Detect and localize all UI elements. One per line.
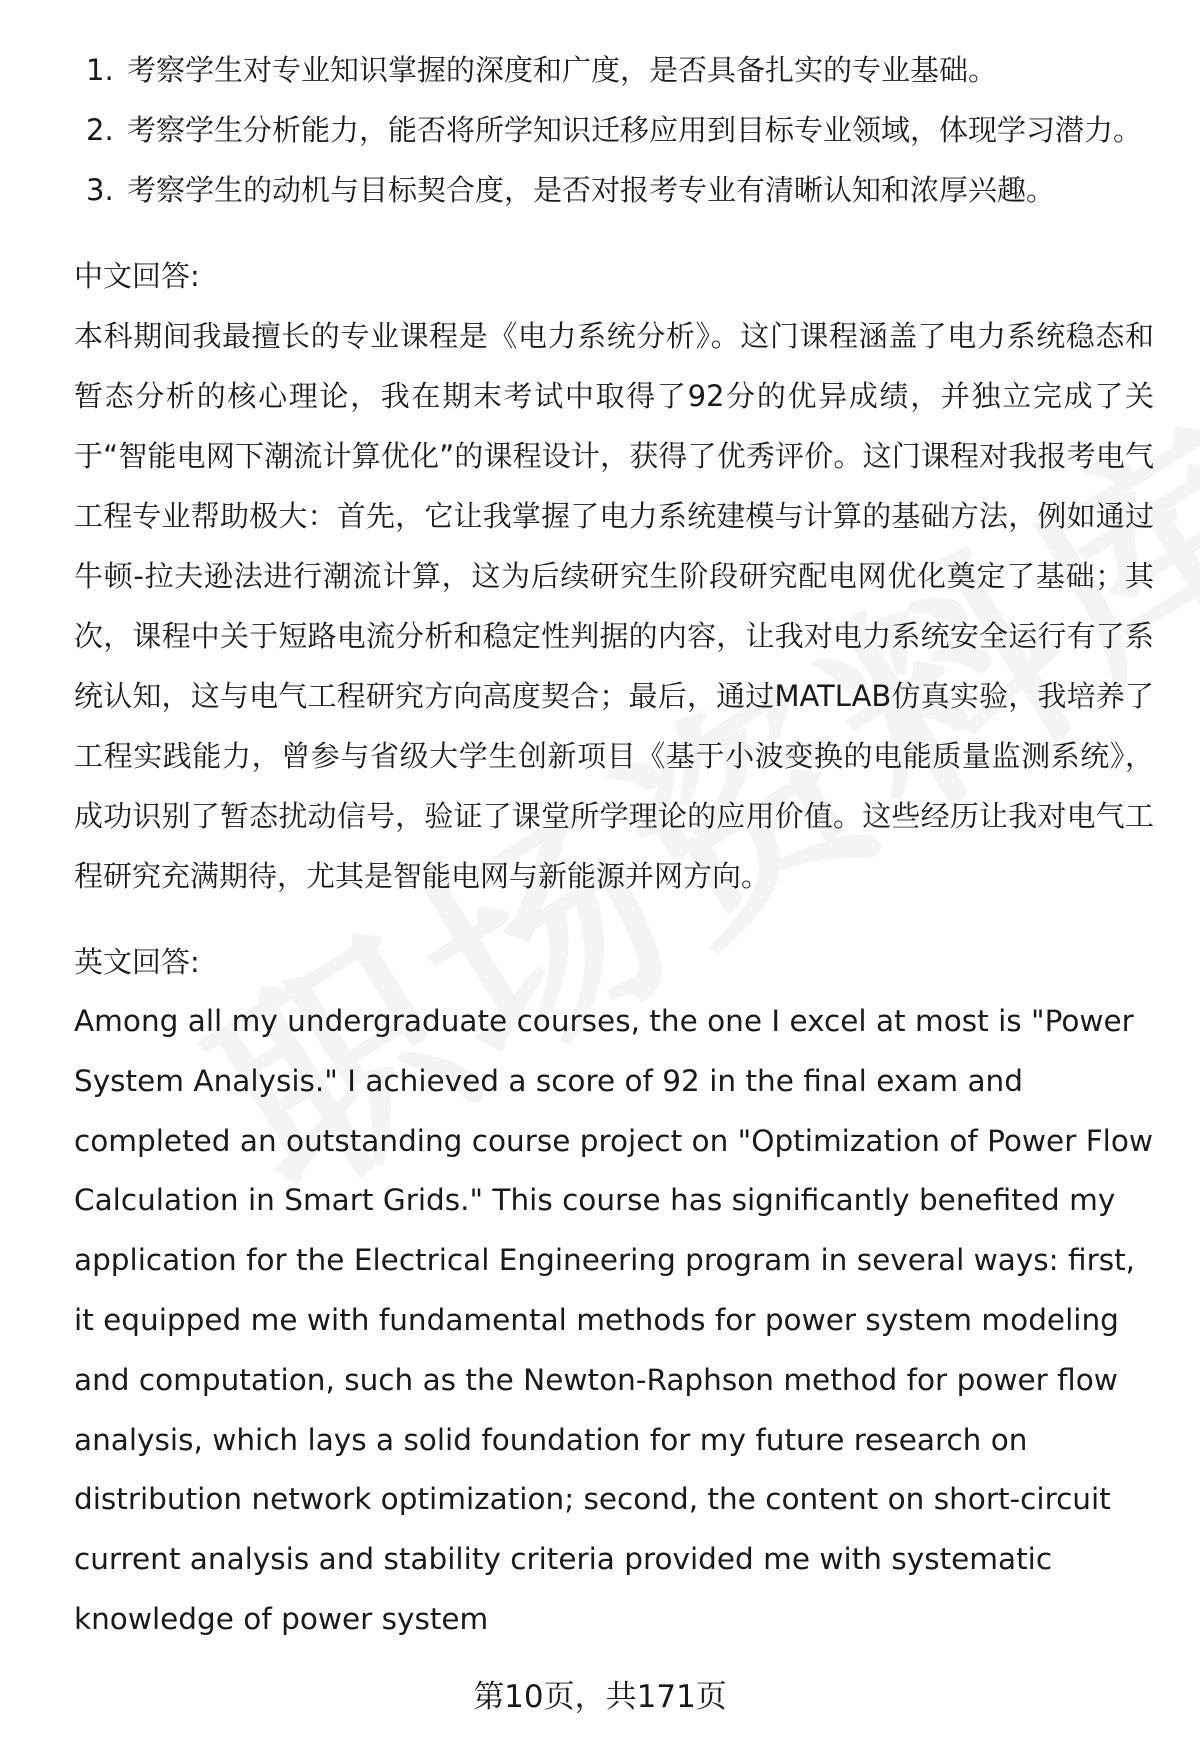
criteria-text: 考察学生对专业知识掌握的深度和广度，是否具备扎实的专业基础。 xyxy=(127,53,998,87)
chinese-answer-text: 本科期间我最擅长的专业课程是《电力系统分析》。这门课程涵盖了电力系统稳态和暂态分析的核心理论，我在期末考试中取得了92分的优异成绩，并独立完成了关于“智能电网下潮流计算优化”的课程设计，获得了优秀评价。这门课程对我报考电气工程专业帮助极大：首先，它让我掌握了电力系统建模与计算的基础方法，例如通过牛顿-拉夫逊法进行潮流计算，这为后续研究生阶段研究配电网优化奠定了基础；其次，课程中关于短路电流分析和稳定性判据的内容，让我对电力系统安全运行有了系统认知，这与电气工程研究方向高度契合；最后，通过MATLAB仿真实验，我培养了工程实践能力，曾参与省级大学生创新项目《基于小波变换的电能质量监测系统》，成功识别了暂态扰动信号，验证了课堂所学理论的应用价值。这些经历让我对电气工程研究充满期待，尤其是智能电网与新能源并网方向。 xyxy=(74,319,1154,893)
page-number: 第10页，共171页 xyxy=(473,1679,727,1715)
criteria-item xyxy=(74,160,1154,220)
page-content xyxy=(74,40,1154,1650)
english-answer-text: Among all my undergraduate courses, the one I excel at most is "Power System Analysis." I achieved a score of 92 in the final exam and completed an outstanding course project on "Optimization of Power Flow Calculation in Smart Grids." This course has significantly benefited my application for the Electrical Engineering program in several ways: first, it equipped me with fundamental methods for power system modeling and computation, such as the Newton-Raphson method for power flow analysis, which lays a solid foundation for my future research on distribution network optimization; second, the content on short-circuit current analysis and stability criteria provided me with systematic knowledge of power system xyxy=(74,1004,1154,1636)
criteria-item xyxy=(74,40,1154,100)
criteria-number: 1. xyxy=(86,53,114,87)
chinese-answer-label: 中文回答: xyxy=(74,259,200,293)
criteria-number: 3. xyxy=(86,173,114,207)
criteria-item xyxy=(74,100,1154,160)
criteria-list xyxy=(74,40,1154,220)
criteria-text: 考察学生分析能力，能否将所学知识迁移应用到目标专业领域，体现学习潜力。 xyxy=(127,113,1143,147)
english-answer-label: 英文回答: xyxy=(74,945,200,979)
criteria-number: 2. xyxy=(86,113,114,147)
criteria-text: 考察学生的动机与目标契合度，是否对报考专业有清晰认知和浓厚兴趣。 xyxy=(127,173,1056,207)
